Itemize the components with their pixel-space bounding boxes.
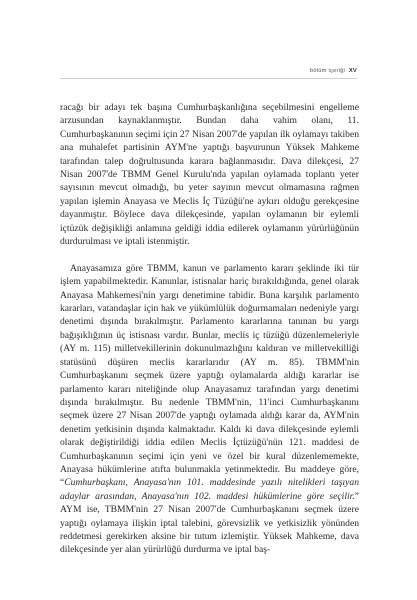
body-text [60,101,359,557]
paragraph-text: ” AYM ise, TBMM'nin 27 Nisan 2007'de Cumhurbaşkanını seçmek üzere yaptığı oylamaya ilişkin iptal talebini, görevsizlik ve yetkisizlik yönünden reddetmesi gerekirken aksine bir tutum izlemiştir. Yüksek Mahkeme, dava dilekçesinde yer alan yürürlüğü durdurma ve iptal baş- [60,490,359,556]
quoted-article: Cumhurbaşkanı, Anayasa'nın 101. maddesinde yazılı nitelikleri taşıyan adaylar arasından, Anayasa'nın 102. maddesi hükümlerine göre seçilir. [60,477,359,502]
paragraph-text: racağı bir adayı tek başına Cumhurbaşkanlığına seçebilmesini engelleme arzusundan kaynaklanmıştır. Bundan daha vahim olanı, 11. Cumhurbaşkanının seçimi için 27 Nisan 2007'de yapılan ilk oylamayı takiben ana muhalefet partisinin AYM'ne yaptığı başvurunun Yüksek Mahkeme tarafından talep doğrultusunda karara bağlanmasıdır. Dava dilekçesi, 27 Nisan 2007'de TBMM Genel Kurulu'nda yapılan oylamada toplantı yeter sayısının mevcut olmadığı, bu yeter sayının mevcut olmamasına rağmen yapılan işlemin Anayasa ve Meclis İç Tüzüğü'ne aykırı olduğu gerekçesine dayanmıştır. Böylece dava dilekçesinde, yapılan oylamanın bir eylemli içtüzük değişikliği anlamına geldiği iddia edilerek oylamanın yürürlüğünün durdurulması ve iptali istenmiştir. [60,102,359,248]
page-number: XV [348,68,357,74]
header-rule [60,78,357,79]
paragraph [60,101,359,248]
paragraph-text: Anayasamıza göre TBMM, kanun ve parlamento kararı şeklinde iki tür işlem yapabilmektedir. Kanunlar, istisnalar hariç bırakıldığında, genel olarak Anayasa Mahkemesi'nin yargı denetimine tabidir. Buna karşılık parlamento kararları, vatandaşlar için hak ve yükümlülük doğurmamaları nedeniyle yargı denetimi dışında bırakılmıştır. Parlamento kararlarına tanınan bu yargı bağışıklığının üç istisnası vardır. Bunlar, meclis iç tüzüğü düzenlemeleriyle (AY m. 115) milletvekillerinin dokunulmazlığını kaldıran ve milletvekilliği statüsünü düşüren meclis kararlarıdır (AY m. 85). TBMM'nin Cumhurbaşkanını seçmek üzere yaptığı oylamalarda aldığı kararlar ise parlamento kararı niteliğinde olup Anayasamız tarafından yargı denetimi dışında bırakılmıştır. Bu nedenle TBMM'nin, 11'inci Cumhurbaşkanını seçmek üzere 27 Nisan 2007'de yaptığı oylamada aldığı karar da, AYM'nin denetim yetkisinin dışında kalmaktadır. Kaldı ki dava dilekçesinde eylemli olarak değiştirildiği iddia edilen Meclis İçtüzüğü'nün 121. maddesi de Cumhurbaşkanının seçimi için yeni ve özel bir kural düzenlememekte, Anayasa hükümlerine atıfta bulunmakla yetinmektedir. Bu maddeye göre, “ [60,262,359,489]
paragraph [60,262,359,557]
running-header [60,68,357,74]
section-label: bölüm içeriği [309,68,346,74]
